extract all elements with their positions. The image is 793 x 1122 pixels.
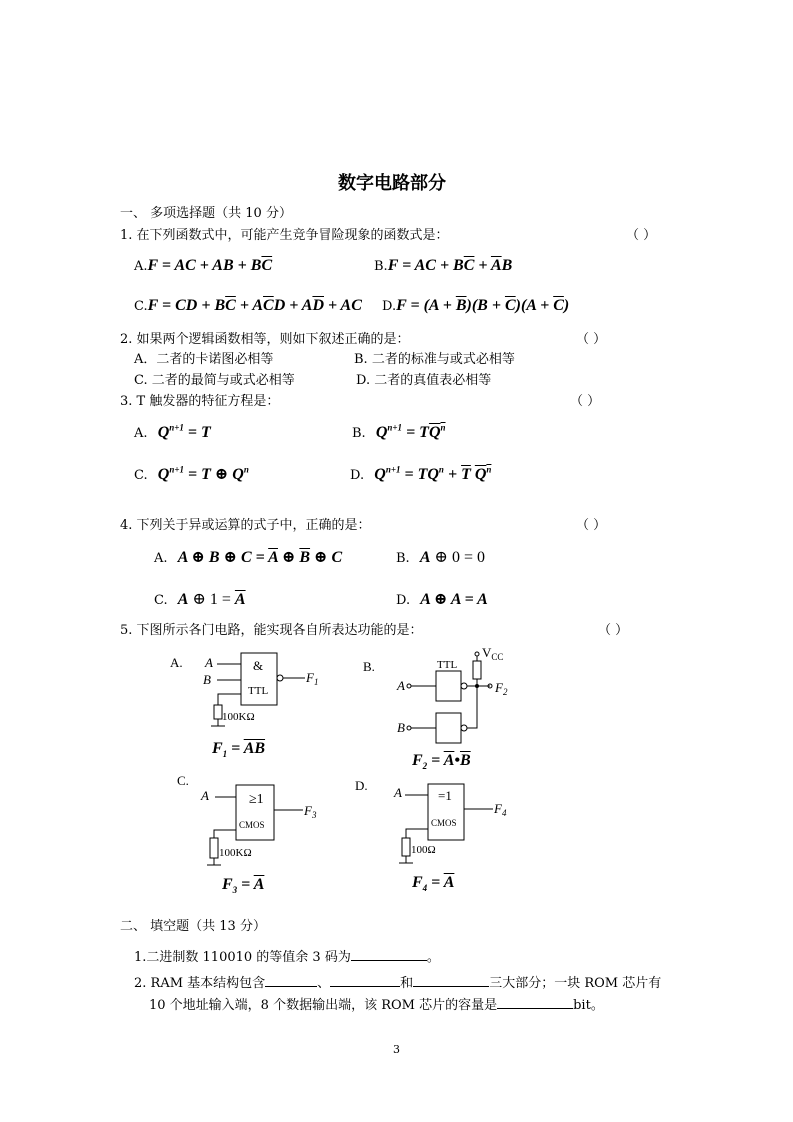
q3-option-b: B. $Q^{n+1} = TQ^n$ — [352, 422, 446, 441]
circuit-a-resistor: 100KΩ — [222, 711, 255, 723]
answer-paren-1: （ ） — [626, 228, 657, 243]
question-1-stem: 1. 在下列函数式中，可能产生竞争冒险现象的函数式是： — [120, 228, 449, 243]
q3-option-a: A. $Q^{n+1} = T$ — [134, 422, 211, 441]
circuit-c-input-a: A — [201, 788, 209, 803]
circuit-d-gate-symbol: =1 — [438, 788, 452, 803]
fill-blank-2c[interactable] — [413, 973, 489, 987]
circuit-b-ttl: TTL — [437, 659, 458, 671]
circuit-b-vcc: $V_{CC}$ — [482, 645, 504, 662]
question-4-stem: 4. 下列关于异或运算的式子中，正确的是： — [120, 518, 371, 533]
page-number: 3 — [393, 1043, 400, 1056]
section-heading-2: 二、 填空题（共 13 分） — [120, 919, 266, 934]
answer-paren-5: （ ） — [598, 623, 629, 638]
section-heading-1: 一、 多项选择题（共 10 分） — [120, 206, 292, 221]
question-5-stem: 5. 下图所示各门电路，能实现各自所表达功能的是： — [120, 623, 423, 638]
circuit-a-ttl: TTL — [248, 685, 269, 697]
q1-option-c: C.F = CD + $B\overline{C} + A\overline{C}D + A\overline{D}$ + AC — [134, 297, 362, 314]
fill-blank-1[interactable] — [351, 947, 427, 961]
q1-option-d: $D.F = (A + \overline{B})(B + \overline{C})(A + \overline{C})$ — [382, 297, 570, 314]
circuit-a-label: A. — [170, 655, 183, 670]
circuit-c-output: $F_3$ — [304, 803, 317, 820]
circuit-a-gate-symbol: & — [253, 658, 264, 673]
circuit-b-formula: $F_2$ = $\overline{A}•\overline{B}$ — [412, 752, 471, 772]
circuit-a-output: $F_1$ — [306, 670, 319, 687]
fill-blank-2a[interactable] — [265, 973, 317, 987]
q4-option-b: B. A ⊕ 0 = 0 — [396, 549, 485, 566]
q3-option-d: D. $Q^{n+1} = TQ^n + \overline{T}$ $Q^n$ — [350, 464, 492, 483]
circuit-a-input-a: A — [205, 655, 213, 670]
q1-option-a: A.F = AC + AB + $B\overline{C}$ — [134, 257, 273, 274]
fill-question-2: 2. RAM 基本结构包含 、 和 三大部分；一块 ROM 芯片有 — [134, 972, 661, 991]
circuit-b-output: $F_2$ — [495, 680, 508, 697]
q2-option-c: C. 二者的最简与或式必相等 — [134, 373, 295, 388]
circuit-b-input-b: B — [397, 720, 405, 735]
circuit-d-formula: $F_4 = \overline{A}$ — [412, 874, 455, 894]
circuit-d-output: $F_4$ — [494, 801, 507, 818]
circuit-d-input-a: A — [394, 785, 402, 800]
circuit-a-formula: $F_1 = \overline{AB}$ — [212, 740, 266, 760]
circuit-b-input-a: A — [397, 678, 405, 693]
fill-question-2-line2: 10 个地址输入端，8 个数据输出端，该 ROM 芯片的容量是 bit。 — [149, 994, 604, 1013]
circuit-c-resistor: 100KΩ — [219, 847, 252, 859]
q2-option-b: B. 二者的标准与或式必相等 — [354, 352, 515, 367]
q3-option-c: C. $Q^{n+1} = T$ ⊕ $Q^n$ — [134, 464, 249, 483]
circuit-d-cmos: CMOS — [431, 818, 457, 828]
circuit-c-formula: $F_3 = \overline{A}$ — [222, 876, 265, 896]
answer-paren-4: （ ） — [576, 518, 607, 533]
q4-option-a: A. A ⊕ B ⊕ $C = \overline{A}$ ⊕ $\overline{B}$ ⊕ C — [154, 549, 343, 566]
answer-paren-2: （ ） — [576, 332, 607, 347]
fill-question-1: 1.二进制数 110010 的等值余 3 码为 。 — [134, 946, 440, 965]
circuit-c-cmos: CMOS — [239, 820, 265, 830]
q1-option-b: B.F = AC + $B\overline{C} + \overline{A}B$ — [374, 257, 513, 274]
circuit-c-gate-symbol: ≥1 — [249, 792, 264, 807]
fill-blank-2d[interactable] — [497, 995, 573, 1009]
fill-blank-2b[interactable] — [330, 973, 400, 987]
q4-option-c: C. A ⊕ $1 = \overline{A}$ — [154, 591, 246, 608]
question-3-stem: 3. T 触发器的特征方程是： — [120, 394, 280, 409]
circuit-c-label: C. — [177, 773, 189, 788]
question-2-stem: 2. 如果两个逻辑函数相等，则如下叙述正确的是： — [120, 332, 410, 347]
circuit-d-resistor: 100Ω — [411, 844, 436, 856]
page-title: 数字电路部分 — [338, 173, 446, 194]
circuit-b-label: B. — [363, 659, 375, 674]
q2-option-d: D. 二者的真值表必相等 — [356, 373, 492, 388]
q2-option-a: A．二者的卡诺图必相等 — [134, 352, 274, 367]
answer-paren-3: （ ） — [570, 394, 601, 409]
circuit-d-label: D. — [355, 778, 368, 793]
circuit-a-input-b: B — [203, 672, 211, 687]
q4-option-d: D. A ⊕ A = A — [396, 591, 488, 608]
